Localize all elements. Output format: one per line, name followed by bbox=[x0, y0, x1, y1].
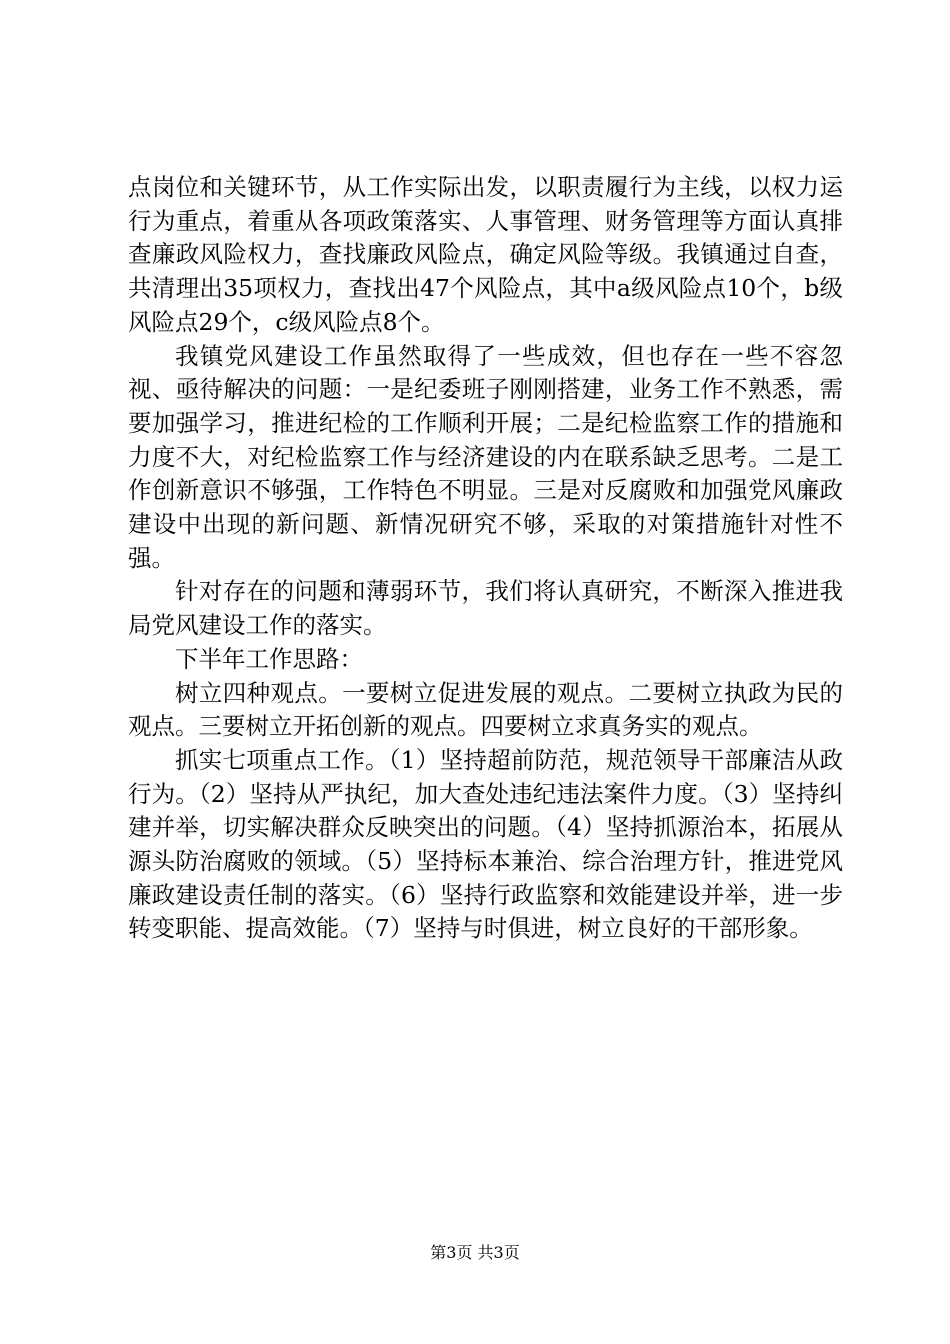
document-body bbox=[128, 171, 843, 946]
paragraph-improvement: 针对存在的问题和薄弱环节，我们将认真研究，不断深入推进我局党风建设工作的落实。 bbox=[128, 577, 843, 640]
paragraph-plan-heading: 下半年工作思路： bbox=[175, 644, 363, 673]
paragraph-risk-points: 点岗位和关键环节，从工作实际出发，以职责履行为主线，以权力运行为重点，着重从各项政策落实、人事管理、财务管理等方面认真排查廉政风险权力，查找廉政风险点，确定风险等级。我镇通过自查，共清理出35项权力，查找出47个风险点，其中a级风险点10个，b级风险点29个，c级风险点8个。 bbox=[128, 173, 843, 336]
paragraph-seven-tasks: 抓实七项重点工作。（1）坚持超前防范，规范领导干部廉洁从政行为。（2）坚持从严执纪，加大查处违纪违法案件力度。（3）坚持纠建并举，切实解决群众反映突出的问题。（4）坚持抓源治本，拓展从源头防治腐败的领域。（5）坚持标本兼治、综合治理方针，推进党风廉政建设责任制的落实。（6）坚持行政监察和效能建设并举，进一步转变职能、提高效能。（7）坚持与时俱进，树立良好的干部形象。 bbox=[128, 745, 843, 943]
paragraph-problems: 我镇党风建设工作虽然取得了一些成效，但也存在一些不容忽视、亟待解决的问题：一是纪委班子刚刚搭建，业务工作不熟悉，需要加强学习，推进纪检的工作顺利开展；二是纪检监察工作的措施和力度不大，对纪检监察工作与经济建设的内在联系缺乏思考。二是工作创新意识不够强，工作特色不明显。三是对反腐败和加强党风廉政建设中出现的新问题、新情况研究不够，采取的对策措施针对性不强。 bbox=[128, 341, 843, 572]
page-footer: 第3页 共3页 bbox=[430, 1243, 520, 1262]
paragraph-four-viewpoints: 树立四种观点。一要树立促进发展的观点。二要树立执政为民的观点。三要树立开拓创新的观点。四要树立求真务实的观点。 bbox=[128, 678, 843, 741]
